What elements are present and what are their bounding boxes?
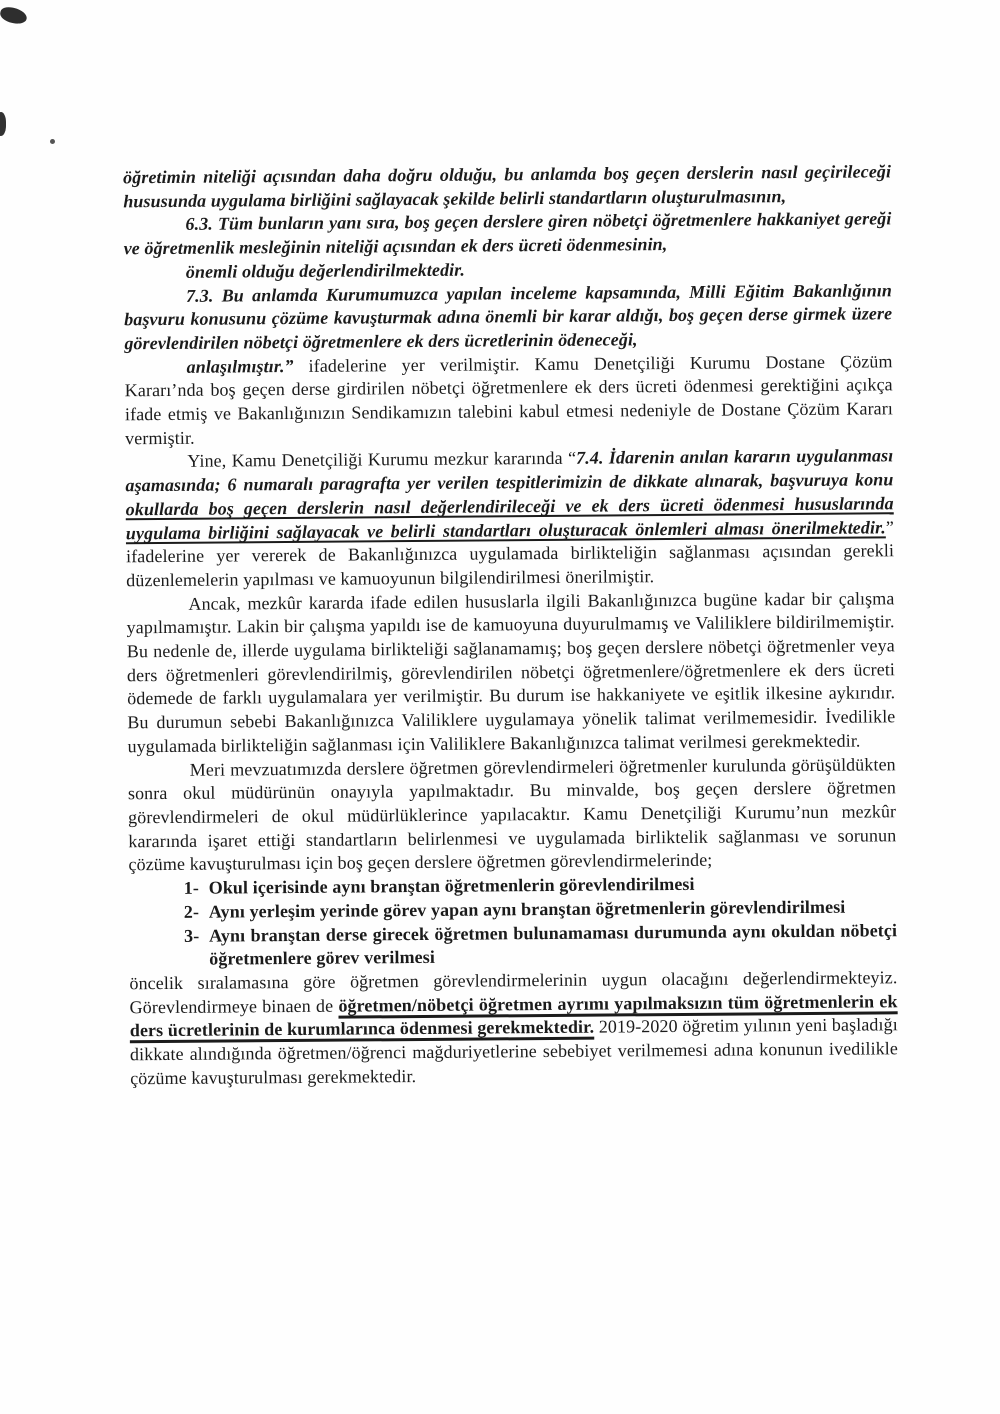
text-segment: Aynı branştan derse girecek öğretmen bulunamaması durumunda aynı okuldan nöbetçi öğretmenlere görev verilmesi	[208, 919, 898, 969]
text-segment: öncelik sıralamasına göre öğretmen görevlendirmelerinin uygun olacağını değerlendirmekteyiz. Görevlendirmeye binaen de	[129, 967, 898, 1017]
scan-speck	[0, 5, 28, 25]
text-segment: Meri mevzuatımızda derslere öğretmen görevlendirmeleri öğretmenler kurulunda görüşüldükten sonra okul müdürünün onayıyla yapılmaktadır. Bu minvalde, boş geçen derslere öğretmen görevlendirmeleri de okul müdürlüklerince yapılacaktır. Kamu Denetçiliği Kurumu’nun mezkûr kararında işaret ettiği standartların belirlenmesi ve uygulamada birliktelik sağlanması ve sorunun çözüme kavuşturulması için boş geçen derslere öğretmen görevlendirmelerinde;	[127, 753, 897, 875]
text-segment: ” ifadelerine yer vererek de Bakanlığınızca uygulamada birlikteliğin sağlanması açısından gerekli düzenlemelerin yapılması ve kamuoyunun bilgilendirilmesi önerilmiştir.	[125, 516, 895, 591]
paragraph	[124, 279, 893, 356]
text-segment: önemli olduğu değerlendirilmektedir.	[185, 259, 466, 282]
text-segment: 7.4. İdarenin anılan kararın uygulanması aşamasında; 6 numaralı paragrafta yer verilen tespitlerimizin de dikkate alınarak, başvuruya konu	[125, 445, 894, 496]
text-segment: 7.3. Bu anlamda Kurumumuzca yapılan inceleme kapsamında, Milli Eğitim Bakanlığının başvuru konusunu çözüme kavuşturmak adına önemli bir karar aldığı, boş geçen derse girmek üzere görevlendirilen nöbetçi öğretmenlere ek ders ücretlerinin ödeneceği,	[124, 279, 893, 354]
list-marker: 3-	[183, 925, 200, 946]
paragraph	[128, 753, 897, 878]
text-segment: Yine, Kamu Denetçiliği Kurumu mezkur kararında “	[187, 448, 577, 472]
text-segment: öğretmen/nöbetçi öğretmen ayrımı yapılmaksızın tüm öğretmenlerin ek ders ücretlerinin de kurumlarınca ödenmesi gerekmektedir.	[129, 990, 898, 1041]
paragraph	[124, 350, 893, 451]
text-segment: anlaşılmıştır.”	[186, 355, 294, 377]
paragraph	[125, 445, 894, 593]
text-segment: okullarda boş geçen derslerin nasıl değerlendirileceği ve ek ders ücreti ödenmesi hususlarında uygulama birliğini sağlayacak ve belirli standartları oluşturacak önlemleri alması önerilmektedir.	[125, 493, 894, 543]
paragraph	[123, 160, 891, 213]
text-segment: Ancak, mezkûr kararda ifade edilen hususlarla ilgili Bakanlığınızca bugüne kadar bir çalışma yapılmamıştır. Lakin bir çalışma yapıldı ise de kamuoyuna duyurulmamış ve Valiliklere bildirilmemiştir. Bu nedenle de, illerde uygulama birlikteliği sağlanamamış; boş geçen derslere nöbetçi öğretmenler veya ders öğretmenleri görevlendirilmiş, görevlendirilen nöbetçi öğretmenlere/öğretmenlere ek ders ücreti ödemede de farklı uygulamalara yer verilmiştir. Bu durum ise hakkaniyete ve eşitlik ilkesine aykırıdır. Bu durumun sebebi Bakanlığınızca Valiliklere uygulamaya yönelik talimat verilmemesidir. İvedilikle uygulamada birlikteliğin sağlanması için Valiliklere Bakanlığınızca talimat verilmesi gerekmektedir.	[126, 587, 896, 757]
text-segment: 6.3. Tüm bunların yanı sıra, boş geçen derslere giren nöbetçi öğretmenlere hakkaniyet gereği ve öğretmenlik mesleğinin niteliği açısından ek ders ücreti ödenmesinin,	[123, 208, 892, 259]
document-sheet	[123, 160, 898, 1090]
text-segment: 2019-2020 öğretim yılının yeni başladığı dikkate alındığında öğretmen/öğrenci mağduriyetlerine sebebiyet verilmemesi adına konunun ivedilikle çözüme kavuşturulması gerekmektedir.	[129, 1014, 899, 1089]
text-segment: Aynı yerleşim yerinde görev yapan aynı branştan öğretmenlerin görevlendirilmesi	[208, 896, 846, 922]
list-item	[129, 919, 897, 972]
paragraph	[126, 587, 895, 759]
text-segment: Okul içerisinde aynı branştan öğretmenlerin görevlendirilmesi	[208, 873, 695, 898]
list-marker: 1-	[183, 877, 199, 898]
list-marker: 2-	[183, 901, 200, 922]
text-segment: öğretimin niteliği açısından daha doğru olduğu, bu anlamda boş geçen derslerin nasıl geçirileceği hususunda uygulama birliğini sağlayacak şekilde belirli standartların oluşturulmasının,	[123, 161, 892, 212]
scan-speck	[50, 139, 55, 144]
text-segment: ifadelerine yer verilmiştir. Kamu Denetçiliği Kurumu Dostane Çözüm Kararı’nda boş geçen derse girdirilen nöbetçi öğretmenlere ek ders ücreti ödenmesi gerektiğini açıkça ifade etmiş ve Bakanlığınızın Sendikamızın talebini kabul etmesi nedeniyle de Dostane Çözüm Kararı vermiştir.	[124, 350, 894, 449]
paragraph	[123, 208, 891, 261]
list-item-text	[209, 919, 897, 972]
paragraph	[129, 966, 898, 1091]
document-body	[123, 160, 898, 1090]
scan-speck	[0, 112, 6, 136]
